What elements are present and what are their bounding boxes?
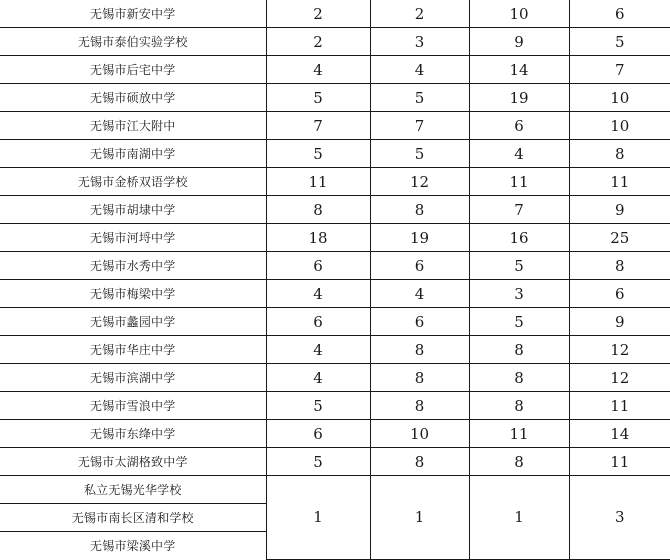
value-cell: 25 <box>569 224 670 252</box>
value-cell: 8 <box>569 140 670 168</box>
value-cell: 11 <box>266 168 370 196</box>
value-cell: 6 <box>469 112 569 140</box>
merged-value-cell: 1 <box>266 476 370 560</box>
value-cell: 8 <box>469 364 569 392</box>
school-name-cell: 私立无锡光华学校 <box>0 476 266 504</box>
value-cell: 11 <box>569 392 670 420</box>
value-cell: 6 <box>266 420 370 448</box>
value-cell: 8 <box>469 336 569 364</box>
table-row <box>0 140 670 168</box>
value-cell: 11 <box>469 168 569 196</box>
value-cell: 5 <box>266 140 370 168</box>
value-cell: 19 <box>370 224 469 252</box>
school-name-cell: 无锡市泰伯实验学校 <box>0 28 266 56</box>
table-row <box>0 280 670 308</box>
value-cell: 5 <box>266 448 370 476</box>
value-cell: 6 <box>370 252 469 280</box>
merged-value-cell: 3 <box>569 476 670 560</box>
school-name-cell: 无锡市滨湖中学 <box>0 364 266 392</box>
table-row <box>0 224 670 252</box>
value-cell: 8 <box>370 196 469 224</box>
table-row <box>0 168 670 196</box>
value-cell: 18 <box>266 224 370 252</box>
value-cell: 14 <box>569 420 670 448</box>
school-name-cell: 无锡市后宅中学 <box>0 56 266 84</box>
table-row <box>0 448 670 476</box>
value-cell: 2 <box>266 28 370 56</box>
value-cell: 5 <box>266 84 370 112</box>
value-cell: 6 <box>370 308 469 336</box>
value-cell: 5 <box>469 308 569 336</box>
table-row <box>0 364 670 392</box>
value-cell: 4 <box>370 56 469 84</box>
value-cell: 8 <box>370 448 469 476</box>
value-cell: 9 <box>569 308 670 336</box>
table-row <box>0 336 670 364</box>
value-cell: 6 <box>266 308 370 336</box>
value-cell: 8 <box>569 252 670 280</box>
value-cell: 6 <box>266 252 370 280</box>
value-cell: 3 <box>370 28 469 56</box>
value-cell: 4 <box>266 280 370 308</box>
table-row <box>0 476 670 504</box>
value-cell: 12 <box>569 336 670 364</box>
school-name-cell: 无锡市东绛中学 <box>0 420 266 448</box>
school-name-cell: 无锡市梅梁中学 <box>0 280 266 308</box>
value-cell: 7 <box>266 112 370 140</box>
school-name-cell: 无锡市雪浪中学 <box>0 392 266 420</box>
value-cell: 10 <box>569 84 670 112</box>
school-name-cell: 无锡市水秀中学 <box>0 252 266 280</box>
value-cell: 8 <box>370 392 469 420</box>
value-cell: 10 <box>370 420 469 448</box>
value-cell: 8 <box>370 336 469 364</box>
value-cell: 4 <box>469 140 569 168</box>
school-name-cell: 无锡市南长区清和学校 <box>0 504 266 532</box>
table-row <box>0 196 670 224</box>
value-cell: 8 <box>370 364 469 392</box>
value-cell: 12 <box>569 364 670 392</box>
value-cell: 8 <box>469 448 569 476</box>
value-cell: 9 <box>569 196 670 224</box>
school-name-cell: 无锡市华庄中学 <box>0 336 266 364</box>
school-name-cell: 无锡市新安中学 <box>0 0 266 28</box>
value-cell: 10 <box>469 0 569 28</box>
table-row <box>0 0 670 28</box>
value-cell: 4 <box>266 336 370 364</box>
value-cell: 4 <box>370 280 469 308</box>
school-name-cell: 无锡市南湖中学 <box>0 140 266 168</box>
value-cell: 5 <box>569 28 670 56</box>
value-cell: 8 <box>266 196 370 224</box>
school-name-cell: 无锡市江大附中 <box>0 112 266 140</box>
value-cell: 10 <box>569 112 670 140</box>
school-name-cell: 无锡市硕放中学 <box>0 84 266 112</box>
table-row <box>0 420 670 448</box>
value-cell: 5 <box>266 392 370 420</box>
value-cell: 7 <box>370 112 469 140</box>
value-cell: 4 <box>266 56 370 84</box>
value-cell: 11 <box>569 448 670 476</box>
school-name-cell: 无锡市太湖格致中学 <box>0 448 266 476</box>
value-cell: 2 <box>370 0 469 28</box>
school-name-cell: 无锡市胡埭中学 <box>0 196 266 224</box>
school-name-cell: 无锡市金桥双语学校 <box>0 168 266 196</box>
value-cell: 11 <box>469 420 569 448</box>
value-cell: 3 <box>469 280 569 308</box>
school-name-cell: 无锡市梁溪中学 <box>0 532 266 560</box>
value-cell: 7 <box>569 56 670 84</box>
table-row <box>0 28 670 56</box>
value-cell: 7 <box>469 196 569 224</box>
table-row <box>0 56 670 84</box>
merged-value-cell: 1 <box>370 476 469 560</box>
table-row <box>0 392 670 420</box>
value-cell: 6 <box>569 0 670 28</box>
value-cell: 19 <box>469 84 569 112</box>
value-cell: 11 <box>569 168 670 196</box>
value-cell: 5 <box>469 252 569 280</box>
school-name-cell: 无锡市河埒中学 <box>0 224 266 252</box>
merged-value-cell: 1 <box>469 476 569 560</box>
school-name-cell: 无锡市蠡园中学 <box>0 308 266 336</box>
table-row <box>0 112 670 140</box>
value-cell: 12 <box>370 168 469 196</box>
value-cell: 14 <box>469 56 569 84</box>
value-cell: 8 <box>469 392 569 420</box>
value-cell: 2 <box>266 0 370 28</box>
value-cell: 16 <box>469 224 569 252</box>
value-cell: 5 <box>370 140 469 168</box>
value-cell: 5 <box>370 84 469 112</box>
value-cell: 9 <box>469 28 569 56</box>
value-cell: 6 <box>569 280 670 308</box>
table-row <box>0 84 670 112</box>
table-row <box>0 308 670 336</box>
value-cell: 4 <box>266 364 370 392</box>
table-row <box>0 252 670 280</box>
